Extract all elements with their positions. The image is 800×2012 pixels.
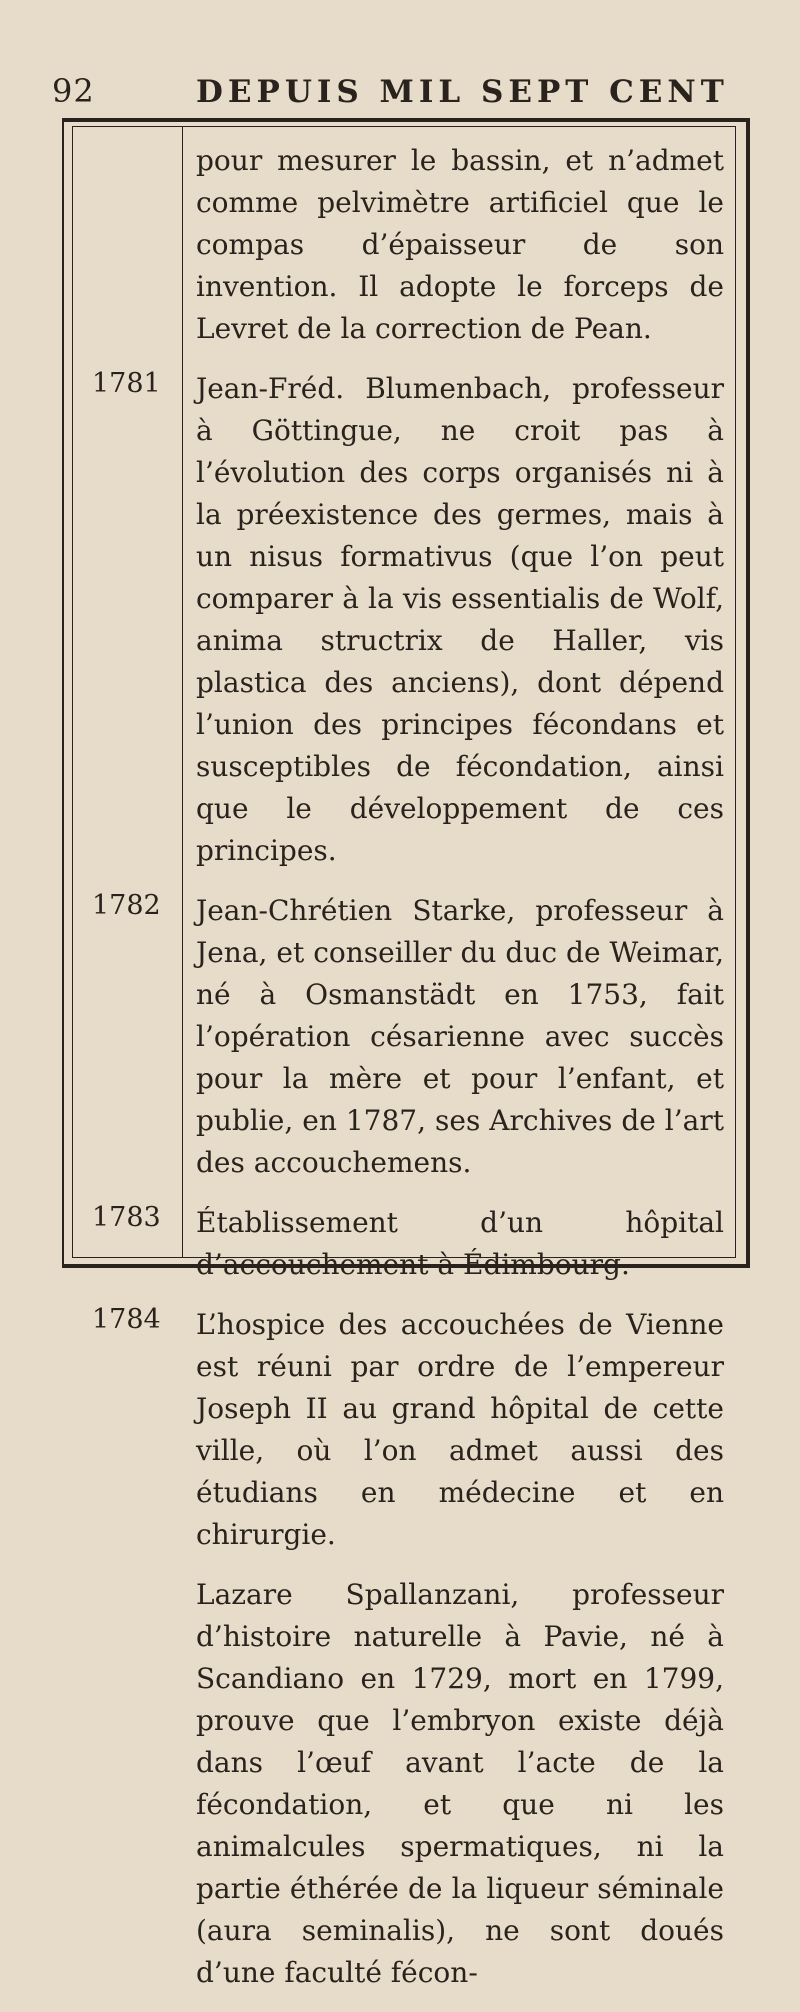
chronology-body xyxy=(92,140,724,2012)
entry-text: Jean-Chrétien Starke, professeur à Jena, et conseiller du duc de Weimar, né à Osmanstädt en 1753, fait l’opération césarienne avec succès pour la mère et pour l’enfant, et publie, en 1787, ses Archives de l’art des accouchemens. xyxy=(196,894,724,1179)
running-head: DEPUIS MIL SEPT CENT xyxy=(196,74,729,110)
chronology-entry xyxy=(92,1304,724,1556)
entry-text: pour mesurer le bassin, et n’admet comme pelvimètre artificiel que le compas d’épaisseur de son invention. Il adopte le forceps de Levret de la correction de Pean. xyxy=(196,144,724,345)
page-number: 92 xyxy=(52,72,95,110)
entry-year: 1784 xyxy=(92,1304,161,1335)
year-column-rule xyxy=(182,126,183,1258)
chronology-entry xyxy=(196,140,724,350)
entry-year: 1781 xyxy=(92,368,161,399)
chronology-entry xyxy=(196,1574,724,1994)
entry-text: Jean-Fréd. Blumenbach, professeur à Göttingue, ne croit pas à l’évolution des corps organisés ni à la préexistence des germes, mais à un nisus formativus (que l’on peut comparer à la vis essentialis de Wolf, anima structrix de Haller, vis plastica des anciens), dont dépend l’union des principes fécondans et susceptibles de fécondation, ainsi que le développement de ces principes. xyxy=(196,372,724,867)
entry-year: 1783 xyxy=(92,1202,161,1233)
chronology-entry xyxy=(92,890,724,1184)
chronology-entry xyxy=(92,368,724,872)
entry-year: 1782 xyxy=(92,890,161,921)
entry-text: Lazare Spallanzani, professeur d’histoire naturelle à Pavie, né à Scandiano en 1729, mort en 1799, prouve que l’embryon existe déjà dans l’œuf avant l’acte de la fécondation, et que ni les animalcules spermatiques, ni la partie éthérée de la liqueur séminale (aura seminalis), ne sont doués d’une faculté fécon- xyxy=(196,1578,724,1989)
entry-text: L’hospice des accouchées de Vienne est réuni par ordre de l’empereur Joseph II au grand hôpital de cette ville, où l’on admet aussi des étudians en médecine et en chirurgie. xyxy=(196,1308,724,1551)
chronology-entry xyxy=(92,1202,724,1286)
entry-text: Établissement d’un hôpital d’accouchement à Édimbourg. xyxy=(196,1206,724,1281)
